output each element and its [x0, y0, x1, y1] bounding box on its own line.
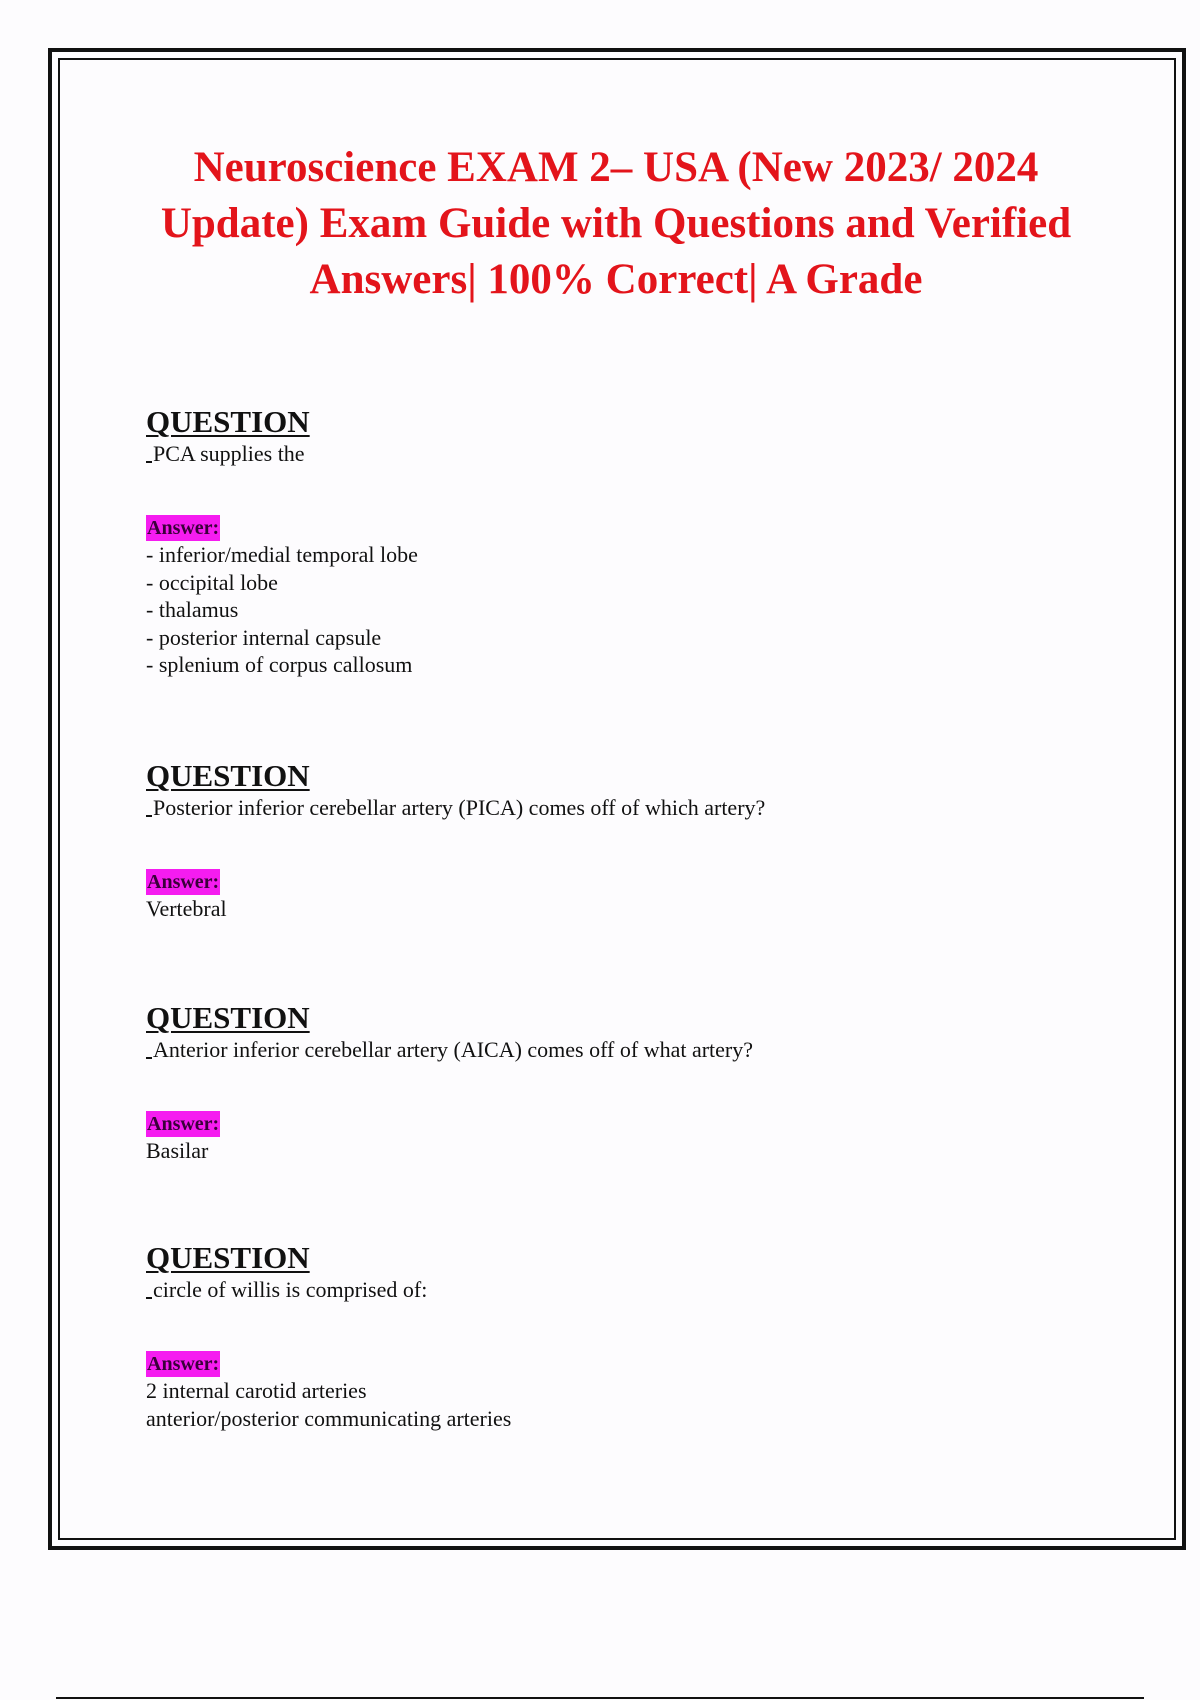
qa-item: [146, 406, 1046, 679]
question-marker: [146, 441, 152, 463]
answer-label: Answer:: [147, 871, 220, 893]
question-text: Posterior inferior cerebellar artery (PICA) comes off of which artery?: [153, 795, 766, 820]
answer-line: - splenium of corpus callosum: [146, 652, 413, 677]
answer-text: [146, 541, 1046, 679]
footer-divider: [56, 1697, 1144, 1699]
answer-line: - thalamus: [146, 597, 239, 622]
qa-item: [146, 760, 1046, 923]
answer-line: Basilar: [146, 1138, 209, 1163]
question-heading: QUESTION: [146, 404, 310, 439]
question-heading: QUESTION: [146, 1000, 310, 1035]
question-text: circle of willis is comprised of:: [153, 1277, 428, 1302]
question-heading: QUESTION: [146, 758, 310, 793]
answer-label: Answer:: [147, 517, 220, 539]
question-marker: [146, 1037, 152, 1059]
answer-line: - inferior/medial temporal lobe: [146, 542, 418, 567]
answer-line: - occipital lobe: [146, 569, 278, 595]
answer-text: [146, 895, 1046, 923]
question-marker: [146, 795, 152, 817]
question-text-row: [146, 1276, 1046, 1304]
qa-item: [146, 1002, 1046, 1165]
question-text-row: [146, 440, 1046, 468]
answer-label: Answer:: [147, 1353, 220, 1375]
answer-label: Answer:: [147, 1113, 220, 1135]
answer-line: - posterior internal capsule: [146, 624, 382, 650]
answer-line: anterior/posterior communicating arteries: [146, 1405, 512, 1431]
question-text: Anterior inferior cerebellar artery (AICA) comes off of what artery?: [153, 1037, 754, 1062]
question-marker: [146, 1277, 152, 1299]
question-heading: QUESTION: [146, 1240, 310, 1275]
answer-line: Vertebral: [146, 896, 227, 921]
answer-text: [146, 1137, 1046, 1165]
document-title: Neuroscience EXAM 2– USA (New 2023/ 2024 Update) Exam Guide with Questions and Verified Answers| 100% Correct| A Grade: [160, 144, 1072, 303]
question-text-row: [146, 794, 1046, 822]
answer-text: [146, 1377, 1046, 1432]
question-text-row: [146, 1036, 1046, 1064]
question-text: PCA supplies the: [153, 441, 305, 466]
qa-item: [146, 1242, 1046, 1432]
answer-line: 2 internal carotid arteries: [146, 1378, 367, 1403]
